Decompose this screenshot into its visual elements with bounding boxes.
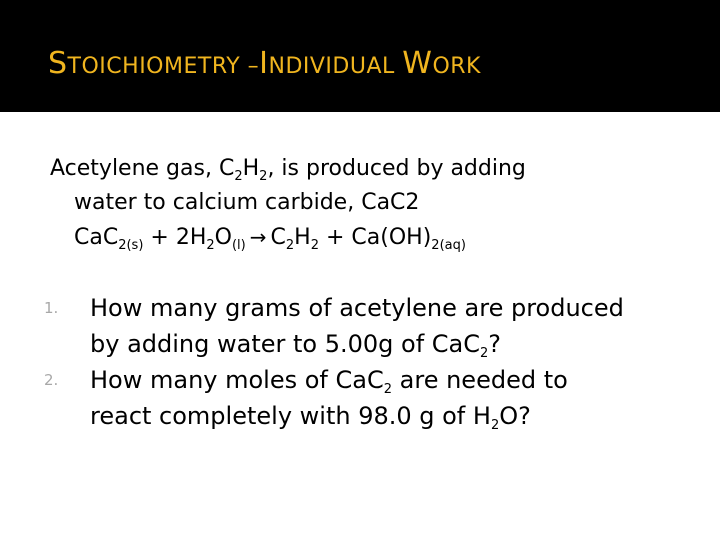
text-run: are needed to (392, 366, 568, 394)
subscript: 2(s) (118, 238, 144, 253)
question-line (90, 362, 704, 398)
intro-paragraph (50, 152, 690, 255)
text-run: by adding water to 5.00g of CaC (90, 330, 480, 358)
list-number: 1. (44, 299, 59, 317)
subscript: 2 (234, 169, 243, 184)
title-band (0, 0, 720, 112)
title-initial: S (48, 46, 68, 81)
title-word: TOICHIOMETRY (67, 54, 241, 79)
text-run: O? (499, 402, 531, 430)
subscript: 2 (206, 238, 215, 253)
intro-line-2: water to calcium carbide, CaC2 (74, 190, 420, 215)
text-run: O (214, 225, 232, 250)
slide-title (48, 46, 481, 81)
subscript: 2 (310, 238, 319, 253)
subscript: 2(aq) (431, 238, 466, 253)
text-run: , is produced by adding (267, 156, 526, 181)
list-item (44, 362, 704, 434)
text-run: Acetylene gas, C (50, 156, 235, 181)
intro-line-1 (50, 152, 690, 186)
title-separator: – (240, 54, 260, 79)
title-initial: W (402, 46, 433, 81)
text-run: ? (488, 330, 502, 358)
text-run: react completely with 98.0 g of H (90, 402, 491, 430)
text-run: How many moles of CaC (90, 366, 384, 394)
text-run: + 2H (143, 225, 207, 250)
reaction-equation (50, 220, 690, 255)
question-line: How many grams of acetylene are produced (90, 294, 624, 322)
subscript: 2 (490, 418, 500, 433)
question-list (44, 290, 704, 434)
question-line (90, 398, 704, 434)
text-run: H (294, 225, 311, 250)
title-word: ORK (432, 54, 481, 79)
question-line (90, 326, 704, 362)
list-item (44, 290, 704, 362)
subscript: (l) (231, 238, 246, 253)
list-number: 2. (44, 371, 59, 389)
title-word: NDIVIDUAL (268, 54, 395, 79)
text-run: + Ca(OH) (319, 225, 432, 250)
title-initial: I (259, 46, 269, 81)
subscript: 2 (285, 238, 295, 253)
subscript: 2 (480, 346, 489, 361)
reaction-arrow-icon: → (249, 225, 267, 249)
subscript: 2 (383, 382, 393, 397)
text-run: CaC (74, 225, 119, 250)
text-run: H (242, 156, 260, 181)
text-run: C (270, 225, 286, 250)
subscript: 2 (259, 169, 268, 184)
